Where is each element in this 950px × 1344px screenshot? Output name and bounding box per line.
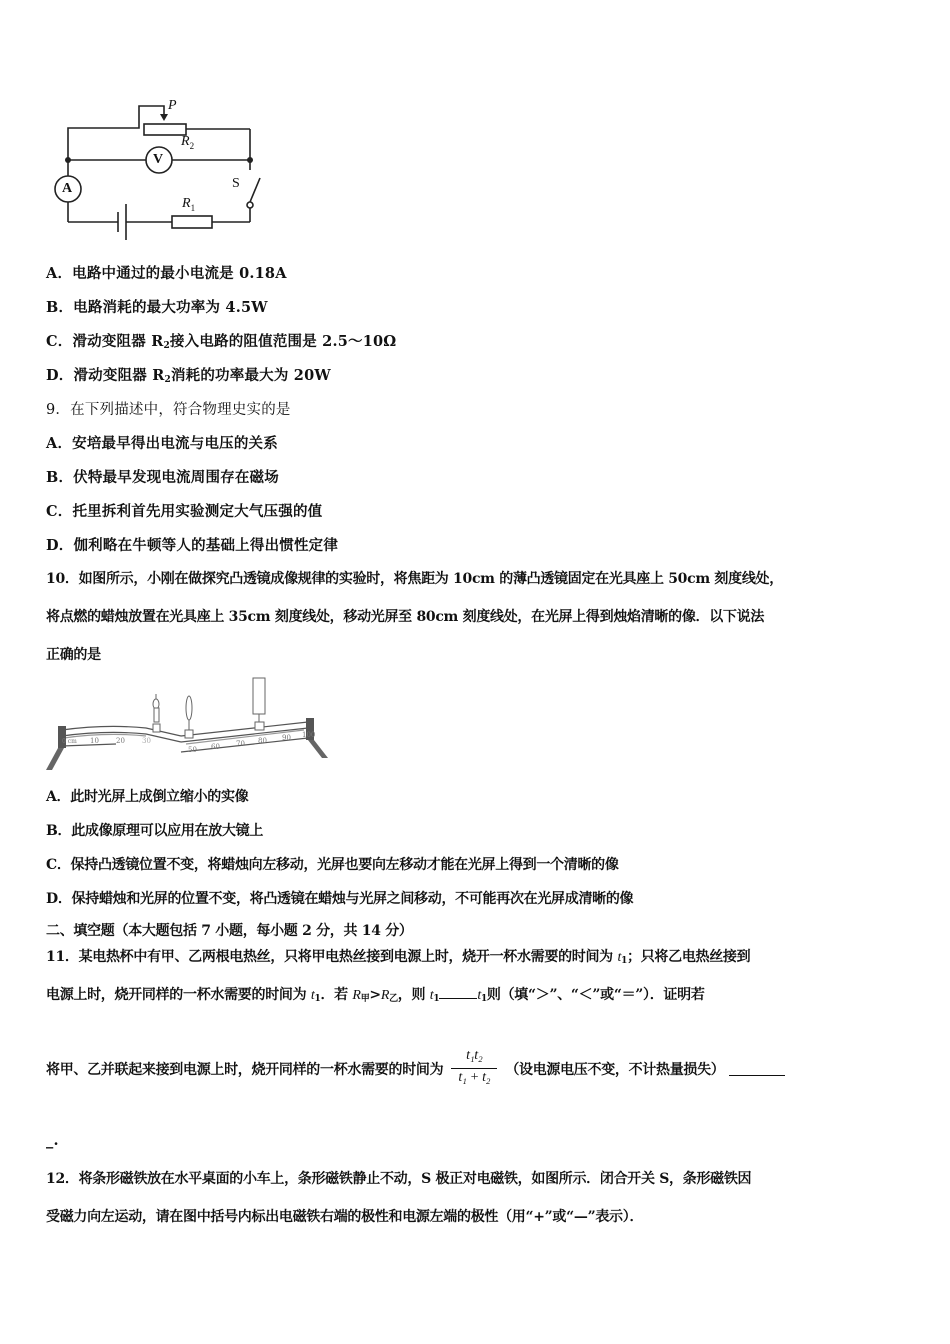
optical-bench-diagram [46,672,346,772]
option-letter: D． [46,891,72,907]
rheostat-label-r2: $R_2$ [181,134,195,151]
option-text: 电路消耗的最大功率为 4.5W [73,299,268,316]
subscript: 1 [314,994,321,1004]
text: 将甲、乙并联起来接到电源上时，烧开同样的一杯水需要的时间为 [46,1062,444,1078]
tick-100: 100 [302,731,316,739]
tick-0: 0 cm [62,738,77,745]
answer-blank-1[interactable] [439,986,477,999]
option-text: 此时光屏上成倒立缩小的实像 [70,789,249,805]
q9-option-b [46,466,279,487]
q11-line-4: _. [46,1132,59,1149]
q10-option-a [46,786,248,806]
subscript: 1 [621,956,628,966]
q11-line-3 [46,1048,785,1090]
text: 11．某电热杯中有甲、乙两根电热丝，只将甲电热丝接到电源上时，烧开一杯水需要的时间为 [46,949,618,965]
q8-option-b [46,296,268,317]
option-text: 安培最早得出电流与电压的关系 [72,435,278,452]
fraction-denominator: t₁ + t₂ [458,1070,491,1085]
switch-label: S [232,176,240,191]
tick-90: 90 [282,734,291,742]
q11-line-1 [46,946,750,966]
q10-stem-line-1: 10．如图所示，小刚在做探究凸透镜成像规律的实验时，将焦距为 10cm 的薄凸透镜固定在光具座上 50cm 刻度线处， [46,571,783,587]
resistor-label-r1: $R_1$ [182,196,196,213]
fraction-bar [451,1068,497,1069]
subscript: 2 [164,375,171,385]
option-letter: C． [46,857,71,873]
fraction-numerator: t₁t₂ [466,1048,483,1063]
option-letter: D． [46,367,74,384]
text: > [369,987,381,1003]
option-text: 此成像原理可以应用在放大镜上 [71,823,264,839]
text: 电源上时，烧开同样的一杯水需要的时间为 [46,987,311,1003]
q8-option-d [46,364,331,385]
option-text: 滑动变阻器 R [73,367,165,384]
q10-option-b [46,820,263,840]
subscript: 乙 [389,994,398,1004]
circuit-diagram [44,96,270,244]
q12-line-2: 受磁力向左运动，请在图中括号内标出电磁铁右端的极性和电源左端的极性（用“+”或“—”表示）． [46,1209,644,1225]
option-text: 消耗的功率最大为 20W [170,367,331,384]
q9-stem: 9．在下列描述中，符合物理史实的是 [46,402,291,418]
q8-option-a [46,262,287,283]
option-text: 托里拆利首先用实验测定大气压强的值 [72,503,323,520]
tick-10: 10 [90,737,99,745]
option-text: 电路中通过的最小电流是 0.18A [72,265,287,282]
option-text: 伽利略在牛顿等人的基础上得出惯性定律 [73,537,339,554]
ammeter-label: A [62,181,73,196]
option-text: 伏特最早发现电流周围存在磁场 [73,469,279,486]
q9-option-d [46,534,338,555]
option-letter: B． [46,823,72,839]
var-r: R [380,988,390,1003]
q10-option-c [46,854,619,874]
text: ，则 [397,987,430,1003]
optical-bench-svg [46,672,346,772]
var-t: t [617,950,622,965]
text: 则（填“＞”、“＜”或“＝”）．证明若 [486,987,705,1003]
option-letter: A． [46,265,73,282]
option-text: 保持凸透镜位置不变，将蜡烛向左移动，光屏也要向左移动才能在光屏上得到一个清晰的像 [70,857,619,873]
subscript: 甲 [360,994,370,1004]
option-text: 保持蜡烛和光屏的位置不变，将凸透镜在蜡烛与光屏之间移动，不可能再次在光屏成清晰的像 [71,891,634,907]
option-letter: B． [46,469,74,486]
tick-50: 50 [188,746,197,754]
var-t: t [310,988,315,1003]
q10-stem-line-3: 正确的是 [46,647,101,663]
answer-blank-2[interactable] [729,1063,785,1076]
option-letter: B． [46,299,74,316]
var-t: t [429,988,434,1003]
q11-line-2 [46,984,705,1004]
slider-label-p: P [168,98,177,113]
q8-option-c [46,330,396,351]
q10-option-d [46,888,633,908]
voltmeter-label: V [153,152,164,167]
option-letter: A． [46,435,73,452]
q9-option-a [46,432,278,453]
fraction-formula [449,1048,499,1090]
subscript: 1 [480,994,487,1004]
option-letter: D． [46,537,74,554]
q12-line-1: 12．将条形磁铁放在水平桌面的小车上，条形磁铁静止不动，S 极正对电磁铁，如图所示．闭合开关 S，条形磁铁因 [46,1171,752,1187]
section-heading-fill-in: 二、填空题（本大题包括 7 小题，每小题 2 分，共 14 分） [46,923,413,939]
option-letter: C． [46,333,73,350]
var-t: t [477,988,481,1003]
text: （设电源电压不变，不计热量损失） [505,1062,725,1078]
option-text: 滑动变阻器 R [72,333,164,350]
var-r: R [352,988,361,1003]
subscript: 2 [163,341,170,351]
circuit-svg [44,96,270,244]
tick-20: 20 [116,737,125,745]
tick-80: 80 [258,737,267,745]
tick-70: 70 [236,740,245,748]
text: ；只将乙电热丝接到 [627,949,751,965]
q10-stem-line-2: 将点燃的蜡烛放置在光具座上 35cm 刻度线处，移动光屏至 80cm 刻度线处，在光屏上得到烛焰清晰的像．以下说法 [46,609,765,625]
text: ．若 [320,987,353,1003]
option-text: 接入电路的阻值范围是 2.5～10Ω [169,333,397,350]
q9-option-c [46,500,322,521]
subscript: 1 [433,994,440,1004]
tick-30: 30 [142,737,151,745]
tick-60: 60 [211,743,220,751]
option-letter: C． [46,503,73,520]
option-letter: A． [46,789,71,805]
